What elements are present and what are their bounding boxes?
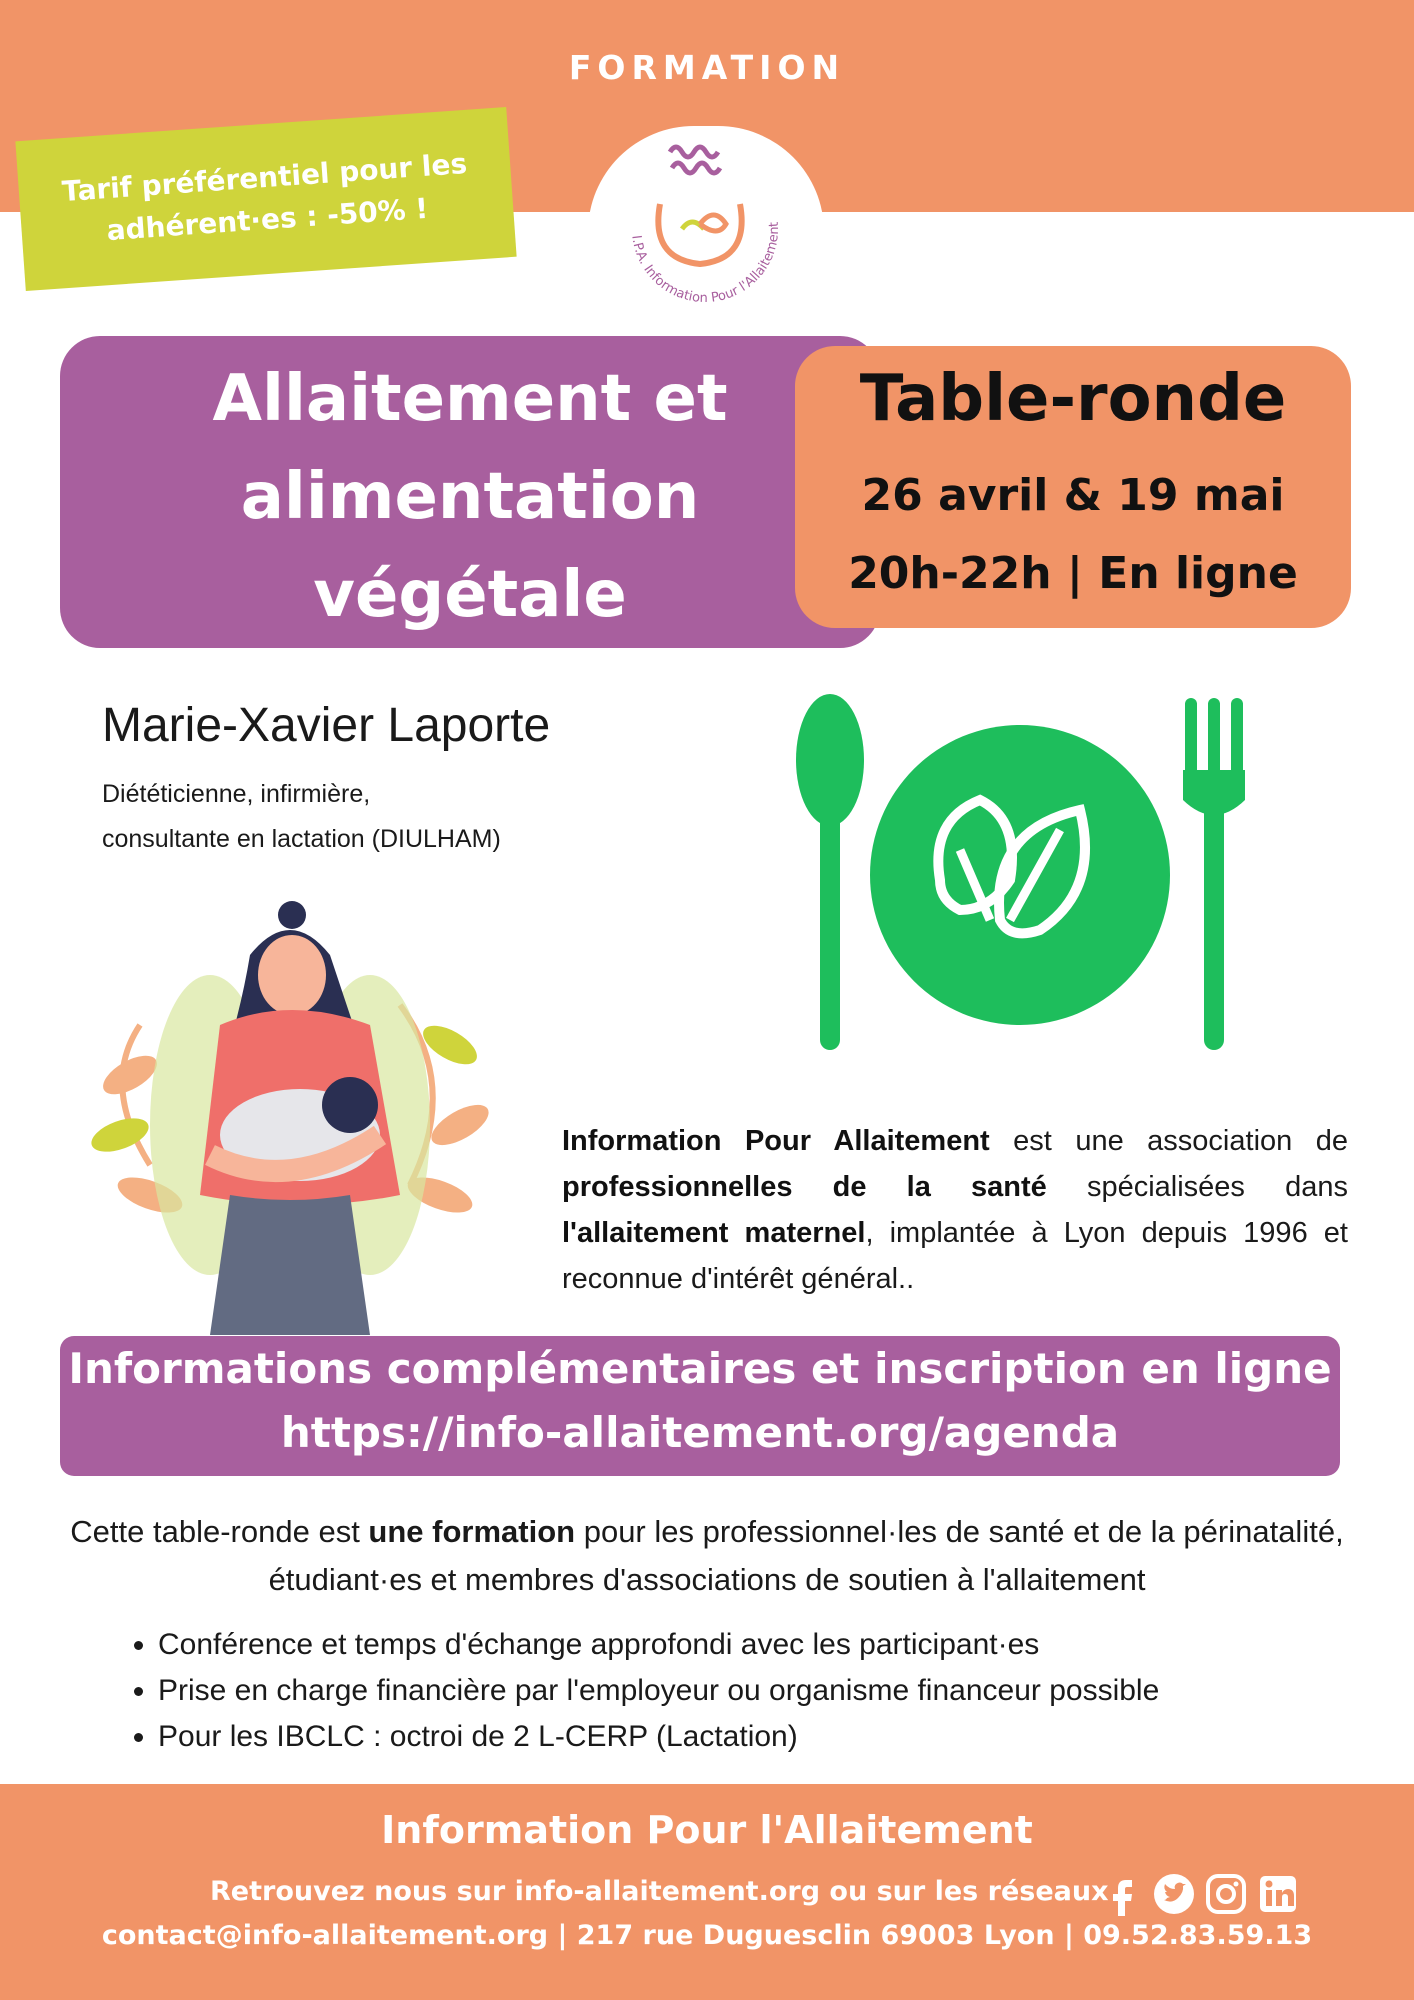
benefits-list xyxy=(158,1622,1358,1760)
event-dates: 26 avril & 19 mai xyxy=(861,470,1285,521)
desc-bold: une formation xyxy=(368,1514,576,1549)
association-description xyxy=(562,1118,1348,1302)
desc-post: pour les professionnel·les de santé et de la périnatalité, étudiant·es et membres d'associations de soutien à l'allaitement xyxy=(268,1514,1344,1597)
training-description xyxy=(40,1508,1374,1604)
registration-link[interactable]: https://info-allaitement.org/agenda xyxy=(280,1408,1120,1457)
about-text-2: spécialisées dans xyxy=(1046,1171,1348,1203)
speaker-role xyxy=(102,772,501,862)
desc-pre: Cette table-ronde est xyxy=(70,1514,369,1549)
about-bold-3: l'allaitement maternel xyxy=(562,1217,866,1249)
event-time-place: 20h-22h | En ligne xyxy=(848,548,1298,599)
title-line-2: alimentation xyxy=(240,460,700,534)
about-bold-2: professionnelles de la santé xyxy=(562,1171,1047,1203)
about-text-3: , implantée à Lyon depuis 1996 et reconnue d'intérêt général.. xyxy=(562,1217,1348,1295)
registration-heading: Informations complémentaires et inscription en ligne xyxy=(68,1344,1332,1393)
breastfeeding-illustration xyxy=(60,895,520,1335)
about-text-1: est une association de xyxy=(989,1125,1348,1157)
about-org: Information Pour Allaitement xyxy=(562,1125,990,1157)
title-line-1: Allaitement et xyxy=(212,362,728,436)
list-item: • Prise en charge financière par l'employeur ou organisme financeur possible xyxy=(158,1668,1358,1714)
footer-website-line: Retrouvez nous sur info-allaitement.org ou sur les réseaux xyxy=(210,1876,1109,1907)
list-item: • Conférence et temps d'échange approfondi avec les participant·es xyxy=(158,1622,1358,1668)
page-title xyxy=(120,350,820,644)
linkedin-icon[interactable] xyxy=(1256,1872,1300,1916)
instagram-icon[interactable] xyxy=(1204,1872,1248,1916)
speaker-role-line-2: consultante en lactation (DIULHAM) xyxy=(102,825,501,853)
event-type: Table-ronde xyxy=(859,362,1287,436)
footer-contact-line: contact@info-allaitement.org | 217 rue Duguesclin 69003 Lyon | 09.52.83.59.13 xyxy=(101,1920,1313,1951)
plate-leaf-icon xyxy=(790,690,1250,1060)
facebook-icon[interactable] xyxy=(1100,1872,1144,1916)
formation-label: FORMATION xyxy=(568,48,846,87)
social-links xyxy=(1100,1872,1300,1920)
title-line-3: végétale xyxy=(313,558,627,632)
list-item: • Pour les IBCLC : octroi de 2 L-CERP (Lactation) xyxy=(158,1714,1358,1760)
speaker-name: Marie-Xavier Laporte xyxy=(102,699,551,752)
discount-text: Tarif préférentiel pour les adhérent·es : -50% ! xyxy=(60,146,469,248)
twitter-icon[interactable] xyxy=(1152,1872,1196,1916)
footer-title: Information Pour l'Allaitement xyxy=(381,1808,1033,1852)
ipa-logo xyxy=(600,124,810,334)
logo-text: I.P.A. Information Pour l'Allaitement xyxy=(628,221,783,307)
speaker-role-line-1: Diététicienne, infirmière, xyxy=(102,780,371,808)
